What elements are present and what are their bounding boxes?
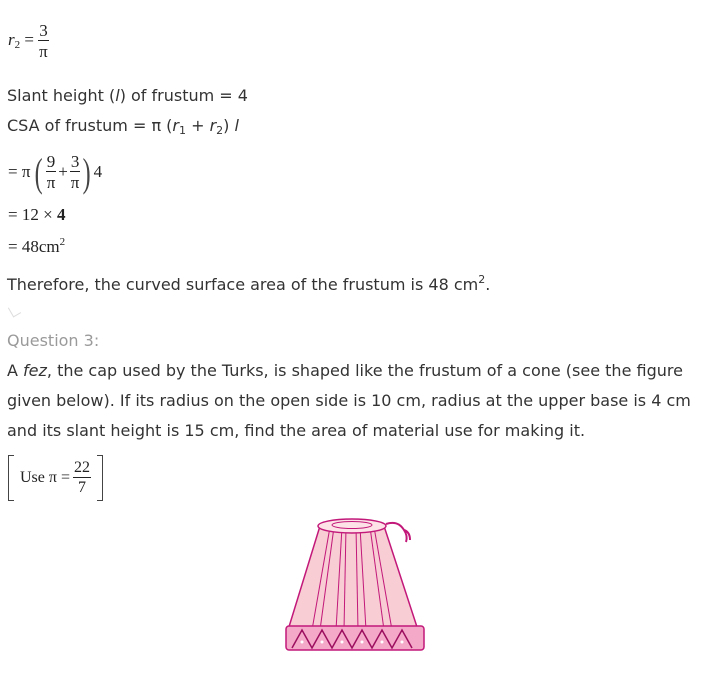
slant-var: l (115, 86, 120, 105)
question-text (7, 356, 712, 446)
step-12x4 (8, 205, 65, 225)
equals-sign: = (24, 29, 34, 49)
faint-mark-icon (8, 303, 21, 317)
r2-equation (8, 22, 49, 60)
csa-l: l (234, 116, 239, 135)
hint-fraction (73, 460, 91, 496)
conclusion-line (7, 273, 490, 294)
f1-numerator: 9 (46, 152, 56, 171)
question-heading: Question 3: (7, 331, 100, 350)
question-lead: A (7, 361, 24, 380)
csa-r2: r (209, 116, 217, 135)
csa-pi: π (151, 116, 162, 135)
expr-plus: + (58, 162, 68, 181)
step2-text: = 12 × (8, 205, 57, 224)
pi-hint-box (8, 455, 103, 501)
csa-close: ) (223, 116, 235, 135)
csa-open: ( (161, 116, 173, 135)
fez-tassel (386, 523, 410, 542)
r2-variable: r (8, 29, 15, 49)
r2-subscript: 2 (14, 38, 21, 51)
f2-denominator: π (70, 173, 80, 192)
step-48cm2 (8, 236, 65, 257)
csa-r2-sub: 2 (216, 124, 224, 137)
question-body: , the cap used by the Turks, is shaped like the frustum of a cone (see the figure given below). If its radius on the open side is 10 cm, radius at the upper base is 4 cm and its slant height is 15 cm, find the area of material use for making it. (7, 361, 691, 440)
hint-prefix: Use π = (20, 469, 70, 486)
right-bracket (97, 455, 103, 501)
conclusion-end: . (485, 275, 491, 294)
f1-denominator: π (46, 173, 56, 192)
f2-numerator: 3 (70, 152, 80, 171)
step3-text: = 48cm (8, 237, 60, 256)
fez-illustration (282, 512, 434, 658)
fraction-3-pi (70, 153, 81, 191)
question-fez: fez (23, 361, 47, 380)
csa-r1-sub: 1 (178, 124, 186, 137)
hint-numerator: 22 (73, 459, 90, 476)
fez-body (288, 526, 418, 630)
left-bracket (8, 455, 14, 501)
csa-plus: + (185, 116, 210, 135)
csa-formula-line (7, 116, 239, 137)
step2-bold: 4 (56, 205, 66, 224)
r2-numerator: 3 (39, 21, 48, 40)
hint-denominator: 7 (77, 479, 86, 496)
r2-fraction (38, 22, 49, 60)
conclusion-sup: 2 (478, 273, 486, 286)
slant-suffix: ) of frustum = 4 (119, 86, 248, 105)
expression-line (8, 149, 102, 195)
fraction-9-pi (46, 153, 57, 191)
step3-sup: 2 (59, 236, 66, 248)
conclusion-text: Therefore, the curved surface area of the frustum is 48 cm (7, 275, 479, 294)
expr-equals-pi: = π (8, 162, 31, 181)
csa-r1: r (172, 116, 179, 135)
close-paren: ) (83, 149, 92, 195)
csa-prefix: CSA of frustum = (7, 116, 152, 135)
r2-denominator: π (39, 42, 48, 61)
slant-height-line (7, 86, 248, 105)
slant-prefix: Slant height ( (7, 86, 116, 105)
expr-tail: 4 (93, 162, 103, 181)
open-paren: ( (35, 149, 44, 195)
